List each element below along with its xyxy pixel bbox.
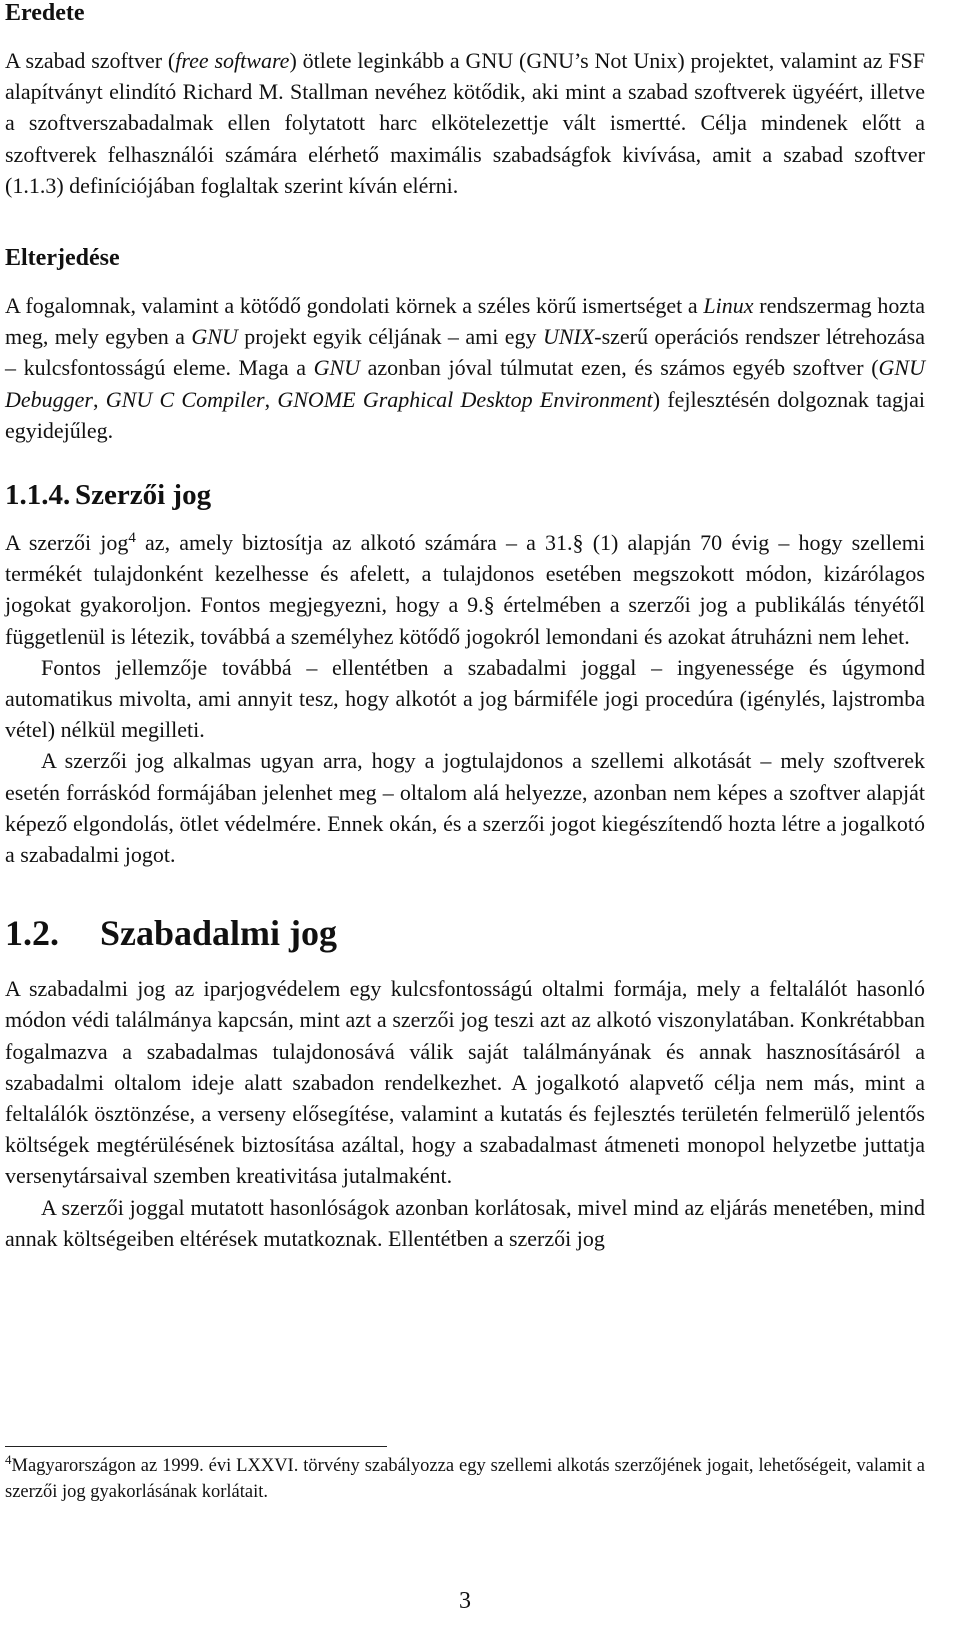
- footnote: [5, 1453, 925, 1505]
- text-span: A szabad szoftver (: [5, 48, 176, 73]
- text-span: -szerű operációs rendszer létrehozása – kulcsfontosságú eleme. Maga a: [5, 324, 925, 381]
- section-number: 1.1.4.: [5, 479, 71, 512]
- section-title: Szabadalmi jog: [100, 913, 338, 954]
- footnote-rule: [5, 1446, 387, 1447]
- paragraph-copyright-3: A szerzői jog alkalmas ugyan arra, hogy a jogtulajdonos a szellemi alkotását – mely szoftverek esetén forráskód formájában jelenhet meg – oltalom alá helyezze, azonban nem képes a szoftver alapját képező elgondolás, ötlet védelmére. Ennek okán, és a szerzői jogot kiegészítendő hozta létre a jogalkotó a szabadalmi jogot.: [5, 748, 925, 868]
- text-span: ,: [264, 386, 278, 412]
- footnote-reference: 4: [128, 530, 136, 547]
- text-span: az, amely biztosítja az alkotó számára – a 31.§ (1) alapján 70 évig – hogy szellemi termékét tulajdonként kezelhesse és afelett, a tulajdonos esetében megszokott módon, kizárólagos jogokat gyakoroljon. Fontos megjegyezni, hogy a 9.§ értelmében a szerzői jog a publikálás tényétől függetlenül is létezik, továbbá a személyhez kötődő jogokról lemondani és azokat átruházni nem lehet.: [5, 530, 925, 649]
- text-span: rendszermag hozta meg, mely egyben a: [5, 293, 925, 350]
- text-span: ) ötlete leginkább a GNU (GNU’s Not Unix) projektet, valamint az FSF alapítványt elindító Richard M. Stallman nevéhez kötődik, aki mint a szabad szoftverek ügyéért, illetve a szoftverszabadalmak ellen folytatott harc elkötelezettje vált ismertté. Célja mindenek előtt a szoftverek felhasználói számára elérhető maximális szabadságfok kivívása, amit a szabad szoftver (1.1.3) definíciójában foglaltak szerint kíván elérni.: [5, 48, 925, 198]
- emphasis-text: GNOME Graphical Desktop Environment: [277, 386, 653, 412]
- paragraph-heading-spread: Elterjedése: [5, 245, 120, 272]
- emphasis-text: GNU Debugger: [5, 355, 925, 412]
- text-span: azonban jóval túlmutat ezen, és számos egyéb szoftver (: [360, 355, 879, 381]
- paragraph-origin: [5, 45, 925, 201]
- paragraph-patent-2: A szerzői joggal mutatott hasonlóságok azonban korlátosak, mivel mind az eljárás menetében, mind annak költségeiben eltérések mutatkoznak. Ellentétben a szerzői jog: [5, 1194, 925, 1251]
- page-number: 3: [459, 1588, 471, 1614]
- text-span: A szerzői jog: [5, 530, 129, 556]
- paragraph-spread: [5, 290, 925, 446]
- section-heading-patent: [5, 912, 925, 954]
- document-page: [5, 0, 925, 1254]
- emphasis-text: free software: [175, 48, 290, 73]
- emphasis-text: GNU C Compiler: [105, 386, 265, 412]
- text-span: A fogalomnak, valamint a kötődő gondolati körnek a széles körű ismertséget a: [5, 293, 704, 319]
- emphasis-text: GNU: [191, 324, 238, 350]
- text-span: ) fejlesztésén dolgoznak tagjai egyidejűleg.: [5, 386, 925, 443]
- footnote-text: Magyarországon az 1999. évi LXXVI. törvény szabályozza egy szellemi alkotás szerzőjének jogait, lehetőségeit, valamit a szerzői jog gyakorlásának korlátait.: [5, 1456, 925, 1502]
- section-heading-copyright: [5, 478, 925, 512]
- paragraph-heading-origin: Eredete: [5, 0, 85, 26]
- paragraph-patent-1: A szabadalmi jog az iparjogvédelem egy kulcsfontosságú oltalmi formája, mely a feltalálót hasonló módon védi találmánya kapcsán, mint azt a szerzői jog teszi azt az alkotó viszonylatában. Konkrétabban fogalmazva a szabadalmas tulajdonosává válik saját találmányának és annak hasznosításáról a szabadalmi oltalom ideje alatt szabadon rendelkezhet. A jogalkotó alapvető célja nem más, mint a feltalálók ösztönzése, a verseny elősegítése, valamint a kutatás és fejlesztés területén felmerülő jelentős költségek megtérülésének biztosítása azáltal, hogy a szabadalmast átmeneti monopol helyzetbe juttatja versenytársaival szemben kreativitása jutalmaként.: [5, 976, 925, 1189]
- emphasis-text: GNU: [313, 355, 361, 381]
- text-span: projekt egyik céljának – ami egy: [237, 324, 543, 350]
- section-title: Szerzői jog: [75, 479, 212, 512]
- emphasis-text: UNIX: [542, 324, 595, 350]
- text-span: ,: [92, 386, 106, 412]
- section-number: 1.2.: [5, 913, 59, 954]
- footnote-mark: 4: [5, 1452, 12, 1467]
- paragraph-copyright-2: Fontos jellemzője továbbá – ellentétben a szabadalmi joggal – ingyenessége és úgymond automatikus mivolta, ami annyit tesz, hogy alkotót a jog bármiféle jogi procedúra (igénylés, lajstromba vétel) nélkül megilleti.: [5, 654, 925, 743]
- emphasis-text: Linux: [703, 293, 754, 319]
- paragraph-copyright-1: [5, 527, 925, 652]
